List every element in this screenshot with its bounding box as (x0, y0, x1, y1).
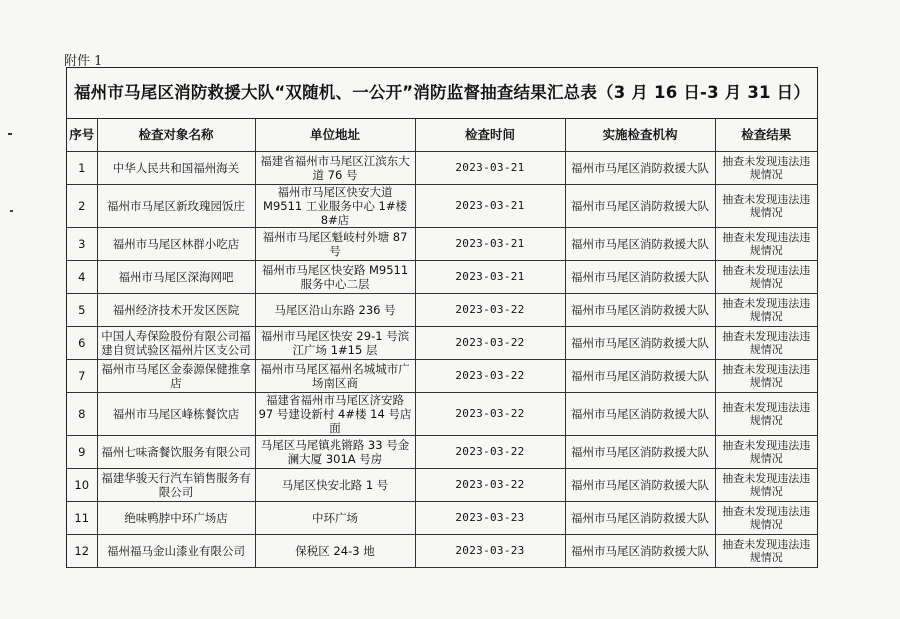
inspection-time: 2023-03-22 (415, 469, 565, 502)
table-row (67, 185, 817, 228)
header-no: 序号 (67, 119, 97, 152)
inspection-result: 抽查未发现违法违规情况 (715, 535, 817, 568)
header-result: 检查结果 (715, 119, 817, 152)
scan-mark (8, 133, 12, 135)
object-name: 绝味鸭脖中环广场店 (97, 502, 255, 535)
table-row (67, 360, 817, 393)
row-number: 7 (67, 360, 97, 393)
object-name: 中华人民共和国福州海关 (97, 152, 255, 185)
inspection-agency: 福州市马尾区消防救援大队 (565, 535, 715, 568)
inspection-time: 2023-03-21 (415, 261, 565, 294)
inspection-result: 抽查未发现违法违规情况 (715, 152, 817, 185)
inspection-time: 2023-03-21 (415, 185, 565, 228)
inspection-time: 2023-03-23 (415, 535, 565, 568)
row-number: 9 (67, 436, 97, 469)
row-number: 4 (67, 261, 97, 294)
inspection-time: 2023-03-23 (415, 502, 565, 535)
inspection-result: 抽查未发现违法违规情况 (715, 261, 817, 294)
inspection-agency: 福州市马尾区消防救援大队 (565, 152, 715, 185)
header-time: 检查时间 (415, 119, 565, 152)
row-number: 11 (67, 502, 97, 535)
inspection-agency: 福州市马尾区消防救援大队 (565, 294, 715, 327)
unit-address: 福建省福州市马尾区济安路 97 号建设新村 4#楼 14 号店面 (255, 393, 415, 436)
inspection-agency: 福州市马尾区消防救援大队 (565, 327, 715, 360)
inspection-agency: 福州市马尾区消防救援大队 (565, 228, 715, 261)
header-agency: 实施检查机构 (565, 119, 715, 152)
row-number: 2 (67, 185, 97, 228)
inspection-result: 抽查未发现违法违规情况 (715, 228, 817, 261)
unit-address: 福州市马尾区福州名城城市广场南区商 (255, 360, 415, 393)
inspection-result: 抽查未发现违法违规情况 (715, 185, 817, 228)
inspection-time: 2023-03-22 (415, 360, 565, 393)
object-name: 福州市马尾区深海网吧 (97, 261, 255, 294)
inspection-agency: 福州市马尾区消防救援大队 (565, 360, 715, 393)
unit-address: 马尾区沿山东路 236 号 (255, 294, 415, 327)
object-name: 福州市马尾区新玫瑰园饭庄 (97, 185, 255, 228)
table-row (67, 327, 817, 360)
table-row (67, 152, 817, 185)
inspection-result: 抽查未发现违法违规情况 (715, 436, 817, 469)
row-number: 10 (67, 469, 97, 502)
inspection-agency: 福州市马尾区消防救援大队 (565, 185, 715, 228)
table-row (67, 436, 817, 469)
row-number: 6 (67, 327, 97, 360)
scan-mark (10, 210, 13, 212)
inspection-agency: 福州市马尾区消防救援大队 (565, 469, 715, 502)
inspection-time: 2023-03-22 (415, 436, 565, 469)
table-row (67, 535, 817, 568)
inspection-agency: 福州市马尾区消防救援大队 (565, 502, 715, 535)
object-name: 福州市马尾区金泰源保健推拿店 (97, 360, 255, 393)
inspection-time: 2023-03-22 (415, 327, 565, 360)
table-row (67, 393, 817, 436)
inspection-agency: 福州市马尾区消防救援大队 (565, 436, 715, 469)
inspection-result: 抽查未发现违法违规情况 (715, 360, 817, 393)
table-row (67, 294, 817, 327)
object-name: 福州市马尾区林群小吃店 (97, 228, 255, 261)
inspection-agency: 福州市马尾区消防救援大队 (565, 261, 715, 294)
inspection-result: 抽查未发现违法违规情况 (715, 393, 817, 436)
inspection-agency: 福州市马尾区消防救援大队 (565, 393, 715, 436)
unit-address: 福州市马尾区快安 29-1 号滨江广场 1#15 层 (255, 327, 415, 360)
table-title: 福州市马尾区消防救援大队“双随机、一公开”消防监督抽查结果汇总表（3 月 16 日-3 月 31 日） (67, 68, 817, 119)
object-name: 福州经济技术开发区医院 (97, 294, 255, 327)
unit-address: 马尾区快安北路 1 号 (255, 469, 415, 502)
row-number: 3 (67, 228, 97, 261)
header-address: 单位地址 (255, 119, 415, 152)
inspection-time: 2023-03-22 (415, 294, 565, 327)
inspection-result: 抽查未发现违法违规情况 (715, 294, 817, 327)
unit-address: 福州市马尾区快安大道 M9511 工业服务中心 1#楼 8#店 (255, 185, 415, 228)
inspection-time: 2023-03-22 (415, 393, 565, 436)
table-row (67, 261, 817, 294)
unit-address: 马尾区马尾镇兆锵路 33 号金澜大厦 301A 号房 (255, 436, 415, 469)
inspection-result: 抽查未发现违法违规情况 (715, 469, 817, 502)
object-name: 中国人寿保险股份有限公司福建自贸试验区福州片区支公司 (97, 327, 255, 360)
object-name: 福建华骏天行汽车销售服务有限公司 (97, 469, 255, 502)
row-number: 8 (67, 393, 97, 436)
row-number: 1 (67, 152, 97, 185)
header-name: 检查对象名称 (97, 119, 255, 152)
inspection-result: 抽查未发现违法违规情况 (715, 327, 817, 360)
summary-sheet (66, 67, 818, 568)
table-row (67, 502, 817, 535)
table-row (67, 228, 817, 261)
row-number: 5 (67, 294, 97, 327)
unit-address: 保税区 24-3 地 (255, 535, 415, 568)
attachment-label: 附件 1 (64, 54, 103, 69)
inspection-table (67, 119, 817, 568)
object-name: 福州福马金山漆业有限公司 (97, 535, 255, 568)
table-row (67, 469, 817, 502)
row-number: 12 (67, 535, 97, 568)
unit-address: 福州市马尾区魁岐村外塘 87 号 (255, 228, 415, 261)
header-row (67, 119, 817, 152)
inspection-result: 抽查未发现违法违规情况 (715, 502, 817, 535)
object-name: 福州七味斋餐饮服务有限公司 (97, 436, 255, 469)
unit-address: 中环广场 (255, 502, 415, 535)
inspection-time: 2023-03-21 (415, 228, 565, 261)
inspection-time: 2023-03-21 (415, 152, 565, 185)
unit-address: 福建省福州市马尾区江滨东大道 76 号 (255, 152, 415, 185)
object-name: 福州市马尾区峰栋餐饮店 (97, 393, 255, 436)
unit-address: 福州市马尾区快安路 M9511 服务中心二层 (255, 261, 415, 294)
